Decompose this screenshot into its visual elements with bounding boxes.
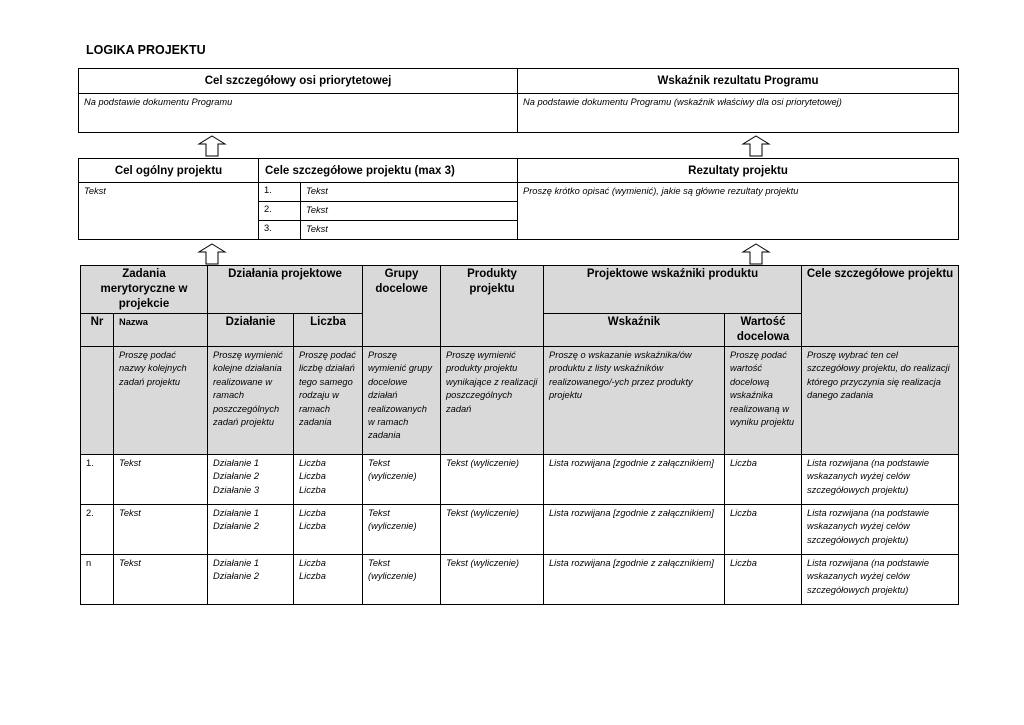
objective-number: 2.	[259, 202, 301, 221]
counts-cell[interactable]	[294, 505, 363, 555]
general-objective-cell[interactable]: Tekst	[79, 183, 259, 240]
project-objectives-table	[78, 158, 959, 240]
action-item: Działanie 2	[213, 471, 259, 482]
action-item: Działanie 2	[213, 521, 259, 532]
tasks-table	[80, 265, 959, 605]
program-result-indicator-header: Wskaźnik rezultatu Programu	[518, 69, 959, 94]
project-results-cell[interactable]: Proszę krótko opisać (wymienić), jakie są główne rezultaty projektu	[518, 183, 959, 240]
nr-header: Nr	[81, 314, 114, 347]
count-header: Liczba	[294, 314, 363, 347]
target-groups-cell[interactable]: Tekst (wyliczenie)	[363, 505, 441, 555]
products-cell[interactable]: Tekst (wyliczenie)	[441, 505, 544, 555]
target-value-cell[interactable]: Liczba	[725, 455, 802, 505]
specific-objectives-header: Cele szczegółowe projektu (max 3)	[259, 159, 518, 183]
table-row	[81, 455, 959, 505]
objective-dropdown[interactable]: Lista rozwijana (na podstawie wskazanych wyżej celów szczegółowych projektu)	[802, 555, 959, 605]
up-arrow-icon	[197, 135, 227, 157]
count-item: Liczba	[299, 521, 326, 532]
instruction-cell: Proszę wybrać ten cel szczegółowy projektu, do realizacji którego przyczynia się realizacja danego zadania	[802, 347, 959, 455]
count-item: Liczba	[299, 508, 326, 518]
action-item: Działanie 3	[213, 484, 259, 495]
instruction-cell: Proszę wymienić produkty projektu wynikające z realizacji poszczególnych zadań	[441, 347, 544, 455]
action-item: Działanie 1	[213, 558, 259, 568]
target-value-cell[interactable]: Liczba	[725, 555, 802, 605]
instruction-cell: Proszę o wskazanie wskaźnika/ów produktu z listy wskaźników realizowanego/-ych przez produkty projektu	[544, 347, 725, 455]
objective-dropdown[interactable]: Lista rozwijana (na podstawie wskazanych wyżej celów szczegółowych projektu)	[802, 505, 959, 555]
counts-cell[interactable]	[294, 555, 363, 605]
action-header: Działanie	[208, 314, 294, 347]
row-number: 2.	[81, 505, 114, 555]
action-item: Działanie 2	[213, 571, 259, 582]
priority-axis-objective-header: Cel szczegółowy osi priorytetowej	[79, 69, 518, 94]
instruction-cell: Proszę wymienić grupy docelowe działań realizowanych w ramach zadania	[363, 347, 441, 455]
instruction-cell: Proszę podać nazwy kolejnych zadań projektu	[114, 347, 208, 455]
products-cell[interactable]: Tekst (wyliczenie)	[441, 555, 544, 605]
target-value-header: Wartość docelowa	[725, 314, 802, 347]
up-arrow-icon	[741, 243, 771, 265]
action-item: Działanie 1	[213, 508, 259, 518]
page-title: LOGIKA PROJEKTU	[86, 43, 206, 57]
instruction-cell: Proszę podać wartość docelową wskaźnika realizowaną w wyniku projektu	[725, 347, 802, 455]
actions-cell[interactable]	[208, 505, 294, 555]
count-item: Liczba	[299, 558, 326, 568]
count-item: Liczba	[299, 458, 326, 468]
count-item: Liczba	[299, 484, 326, 495]
table-row	[81, 555, 959, 605]
specific-objectives-header: Cele szczegółowe projektu	[802, 266, 959, 347]
indicator-dropdown[interactable]: Lista rozwijana [zgodnie z załącznikiem]	[544, 555, 725, 605]
indicator-dropdown[interactable]: Lista rozwijana [zgodnie z załącznikiem]	[544, 455, 725, 505]
tasks-header: Zadania merytoryczne w projekcie	[81, 266, 208, 314]
target-groups-cell[interactable]: Tekst (wyliczenie)	[363, 555, 441, 605]
target-value-cell[interactable]: Liczba	[725, 505, 802, 555]
up-arrow-icon	[197, 243, 227, 265]
indicator-dropdown[interactable]: Lista rozwijana [zgodnie z załącznikiem]	[544, 505, 725, 555]
actions-cell[interactable]	[208, 455, 294, 505]
program-result-indicator-cell[interactable]: Na podstawie dokumentu Programu (wskaźnik właściwy dla osi priorytetowej)	[518, 94, 959, 133]
general-objective-header: Cel ogólny projektu	[79, 159, 259, 183]
task-name-cell[interactable]: Tekst	[114, 455, 208, 505]
indicator-header: Wskaźnik	[544, 314, 725, 347]
counts-cell[interactable]	[294, 455, 363, 505]
name-header: Nazwa	[114, 314, 208, 347]
specific-objective-cell[interactable]: Tekst	[301, 202, 518, 221]
target-groups-header: Grupy docelowe	[363, 266, 441, 347]
project-results-header: Rezultaty projektu	[518, 159, 959, 183]
instruction-cell	[81, 347, 114, 455]
instruction-cell: Proszę wymienić kolejne działania realizowane w ramach poszczególnych zadań projektu	[208, 347, 294, 455]
task-name-cell[interactable]: Tekst	[114, 505, 208, 555]
actions-cell[interactable]	[208, 555, 294, 605]
up-arrow-icon	[741, 135, 771, 157]
task-name-cell[interactable]: Tekst	[114, 555, 208, 605]
row-number: n	[81, 555, 114, 605]
instruction-cell: Proszę podać liczbę działań tego samego rodzaju w ramach zadania	[294, 347, 363, 455]
objective-number: 3.	[259, 221, 301, 240]
project-actions-header: Działania projektowe	[208, 266, 363, 314]
specific-objective-cell[interactable]: Tekst	[301, 221, 518, 240]
specific-objective-cell[interactable]: Tekst	[301, 183, 518, 202]
count-item: Liczba	[299, 571, 326, 582]
project-products-header: Produkty projektu	[441, 266, 544, 347]
target-groups-cell[interactable]: Tekst (wyliczenie)	[363, 455, 441, 505]
objective-number: 1.	[259, 183, 301, 202]
products-cell[interactable]: Tekst (wyliczenie)	[441, 455, 544, 505]
row-number: 1.	[81, 455, 114, 505]
table-row	[81, 505, 959, 555]
count-item: Liczba	[299, 471, 326, 482]
program-logic-table	[78, 68, 959, 133]
priority-axis-objective-cell[interactable]: Na podstawie dokumentu Programu	[79, 94, 518, 133]
product-indicators-header: Projektowe wskaźniki produktu	[544, 266, 802, 314]
action-item: Działanie 1	[213, 458, 259, 468]
objective-dropdown[interactable]: Lista rozwijana (na podstawie wskazanych wyżej celów szczegółowych projektu)	[802, 455, 959, 505]
